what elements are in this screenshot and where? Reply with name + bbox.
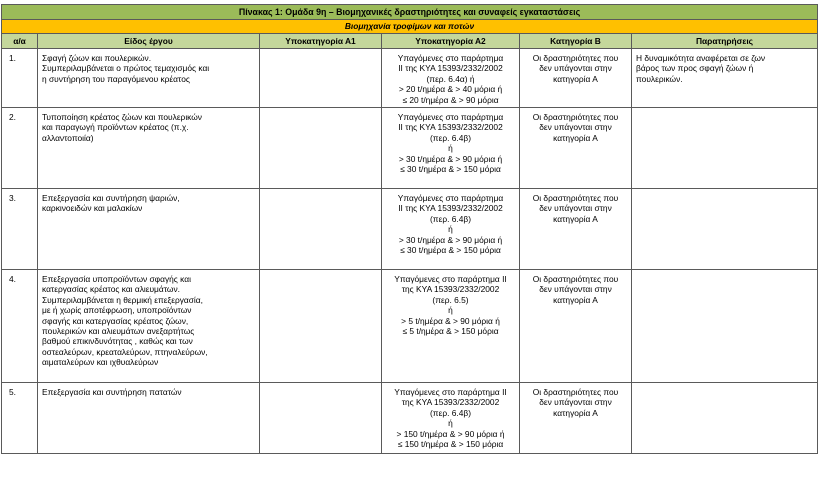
cell-aa: 4. (2, 270, 38, 383)
cell-a2-line: Υπαγόμενες στο παράρτημα (397, 112, 504, 122)
cell-a2-line: Υπαγόμενες στο παράρτημα (397, 193, 504, 203)
cell-a1 (260, 49, 382, 108)
cell-a2-line: ή (448, 143, 453, 154)
cell-b-line: κατηγορία Α (553, 294, 598, 305)
cell-a2-line: (περ. 6.4β) (430, 407, 471, 418)
cell-type-line: πουλερικών και αλιευμάτων ανεξαρτήτως (42, 326, 195, 337)
cell-b-line: Οι δραστηριότητες που (532, 274, 619, 284)
cell-type-line: και παραγωγή προϊόντων κρέατος (π.χ. (42, 122, 189, 133)
cell-type-line: Επεξεργασία υποπροϊόντων σφαγής και (42, 274, 191, 284)
cell-type-line: η συντήρηση του παραγόμενου κρέατος (42, 73, 190, 84)
cell-b (520, 189, 632, 270)
cell-type (38, 49, 260, 108)
cell-notes (632, 383, 818, 454)
cell-type-line: καρκινοειδών και μαλακίων (42, 203, 143, 214)
section-row (2, 20, 818, 34)
cell-notes (632, 108, 818, 189)
cell-b-line: δεν υπάγονται στην (539, 63, 612, 74)
cell-a2-line: ΙΙ της ΚΥΑ 15393/2332/2002 (398, 203, 503, 214)
header-row (2, 34, 818, 49)
cell-type-line: αιματαλεύρων και ιχθυαλεύρων (42, 357, 159, 368)
header-type: Είδος έργου (38, 34, 260, 49)
cell-notes (632, 270, 818, 383)
cell-a1 (260, 189, 382, 270)
cell-a2-line: ή (448, 305, 453, 316)
cell-a2-line: ΙΙ της ΚΥΑ 15393/2332/2002 (398, 63, 503, 74)
table-row (2, 189, 818, 270)
cell-a2 (382, 189, 520, 270)
table-title-row (2, 5, 818, 20)
cell-a2-line: ή (448, 418, 453, 429)
header-a2: Υποκατηγορία Α2 (382, 34, 520, 49)
table-row (2, 383, 818, 454)
cell-a2 (382, 383, 520, 454)
cell-type-line: Συμπεριλαμβάνεται ο πρώτος τεμαχισμός και (42, 63, 210, 74)
cell-b-line: Οι δραστηριότητες που (532, 112, 619, 122)
cell-b-line: κατηγορία Α (553, 407, 598, 418)
cell-a2-line: ≤ 20 t/ημέρα & > 90 μόρια (402, 94, 499, 105)
header-a1: Υποκατηγορία Α1 (260, 34, 382, 49)
cell-type-line: Επεξεργασία και συντήρηση πατατών (42, 387, 182, 397)
cell-a2-line: > 30 t/ημέρα & > 90 μόρια ή (398, 153, 503, 164)
header-b: Κατηγορία Β (520, 34, 632, 49)
cell-notes-line: Η δυναμικότητα αναφέρεται σε ζων (636, 53, 766, 63)
cell-type-line: με ή χωρίς αποτέφρωση, υποπροϊόντων (42, 305, 192, 316)
cell-type (38, 383, 260, 454)
cell-aa: 5. (2, 383, 38, 454)
cell-a2-line: Υπαγόμενες στο παράρτημα ΙΙ (394, 274, 507, 284)
cell-a2-line: ΙΙ της ΚΥΑ 15393/2332/2002 (398, 122, 503, 133)
cell-a2-line: > 20 t/ημέρα & > 40 μόρια ή (398, 84, 503, 95)
cell-type-line: κατεργασίας κρέατος και αλιευμάτων. (42, 284, 180, 295)
cell-a2-line: (περ. 6.4α) ή (426, 73, 475, 84)
table-title: Πίνακας 1: Ομάδα 9η – Βιομηχανικές δραστηριότητες και συναφείς εγκαταστάσεις (2, 5, 818, 20)
cell-type (38, 270, 260, 383)
table-row (2, 270, 818, 383)
cell-a2-line: (περ. 6.4β) (430, 132, 471, 143)
cell-a2-line: ≤ 150 t/ημέρα & > 150 μόρια (397, 439, 504, 450)
cell-type-line: Τυποποίηση κρέατος ζώων και πουλερικών (42, 112, 202, 122)
cell-a2 (382, 49, 520, 108)
activities-table (1, 4, 818, 454)
cell-a2-line: > 150 t/ημέρα & > 90 μόρια ή (396, 428, 505, 439)
cell-type-line: σφαγής και κατεργασίας κρέατος ζώων, (42, 315, 189, 326)
cell-notes-line: βάρος των προς σφαγή ζώων ή (636, 63, 754, 74)
cell-type-line: Επεξεργασία και συντήρηση ψαριών, (42, 193, 180, 203)
cell-a2-line: της ΚΥΑ 15393/2332/2002 (401, 284, 500, 295)
cell-a2-line: (περ. 6.4β) (430, 213, 471, 224)
cell-b-line: Οι δραστηριότητες που (532, 387, 619, 397)
cell-notes-line: πουλερικών. (636, 73, 683, 84)
cell-b-line: κατηγορία Α (553, 132, 598, 143)
cell-b-line: δεν υπάγονται στην (539, 122, 612, 133)
header-notes: Παρατηρήσεις (632, 34, 818, 49)
header-aa: α/α (2, 34, 38, 49)
cell-notes (632, 189, 818, 270)
cell-b-line: δεν υπάγονται στην (539, 284, 612, 295)
cell-b (520, 49, 632, 108)
cell-a2-line: > 30 t/ημέρα & > 90 μόρια ή (398, 234, 503, 245)
cell-type-line: αλλαντοποιία) (42, 132, 94, 143)
cell-aa: 3. (2, 189, 38, 270)
table-row (2, 108, 818, 189)
cell-type (38, 108, 260, 189)
section-title: Βιομηχανία τροφίμων και ποτών (2, 20, 818, 34)
cell-b-line: κατηγορία Α (553, 213, 598, 224)
cell-a1 (260, 108, 382, 189)
cell-type (38, 189, 260, 270)
cell-a2 (382, 108, 520, 189)
cell-type-line: οστεαλεύρων, κρεαταλεύρων, πτηναλεύρων, (42, 346, 208, 357)
cell-type-line: Σφαγή ζώων και πουλερικών. (42, 53, 152, 63)
cell-b-line: κατηγορία Α (553, 73, 598, 84)
table-row (2, 49, 818, 108)
cell-b-line: Οι δραστηριότητες που (532, 193, 619, 203)
cell-type-line: βαθμού επικινδυνότητας , καθώς και των (42, 336, 193, 347)
cell-b-line: δεν υπάγονται στην (539, 203, 612, 214)
cell-aa: 1. (2, 49, 38, 108)
cell-a2 (382, 270, 520, 383)
cell-a2-line: ≤ 30 t/ημέρα & > 150 μόρια (400, 164, 501, 175)
cell-b (520, 108, 632, 189)
cell-a2-line: ≤ 5 t/ημέρα & > 150 μόρια (402, 326, 499, 337)
cell-a2-line: (περ. 6.5) (432, 294, 469, 305)
cell-a2-line: Υπαγόμενες στο παράρτημα ΙΙ (394, 387, 507, 397)
cell-a1 (260, 383, 382, 454)
cell-aa: 2. (2, 108, 38, 189)
cell-a2-line: Υπαγόμενες στο παράρτημα (397, 53, 504, 63)
cell-notes (632, 49, 818, 108)
cell-b-line: δεν υπάγονται στην (539, 397, 612, 408)
cell-a2-line: της ΚΥΑ 15393/2332/2002 (401, 397, 500, 408)
cell-b-line: Οι δραστηριότητες που (532, 53, 619, 63)
cell-type-line: Συμπεριλαμβάνεται η θερμική επεξεργασία, (42, 294, 203, 305)
cell-a2-line: ≤ 30 t/ημέρα & > 150 μόρια (400, 245, 501, 256)
cell-a2-line: ή (448, 224, 453, 235)
cell-a2-line: > 5 t/ημέρα & > 90 μόρια ή (401, 315, 500, 326)
cell-b (520, 383, 632, 454)
cell-b (520, 270, 632, 383)
cell-a1 (260, 270, 382, 383)
